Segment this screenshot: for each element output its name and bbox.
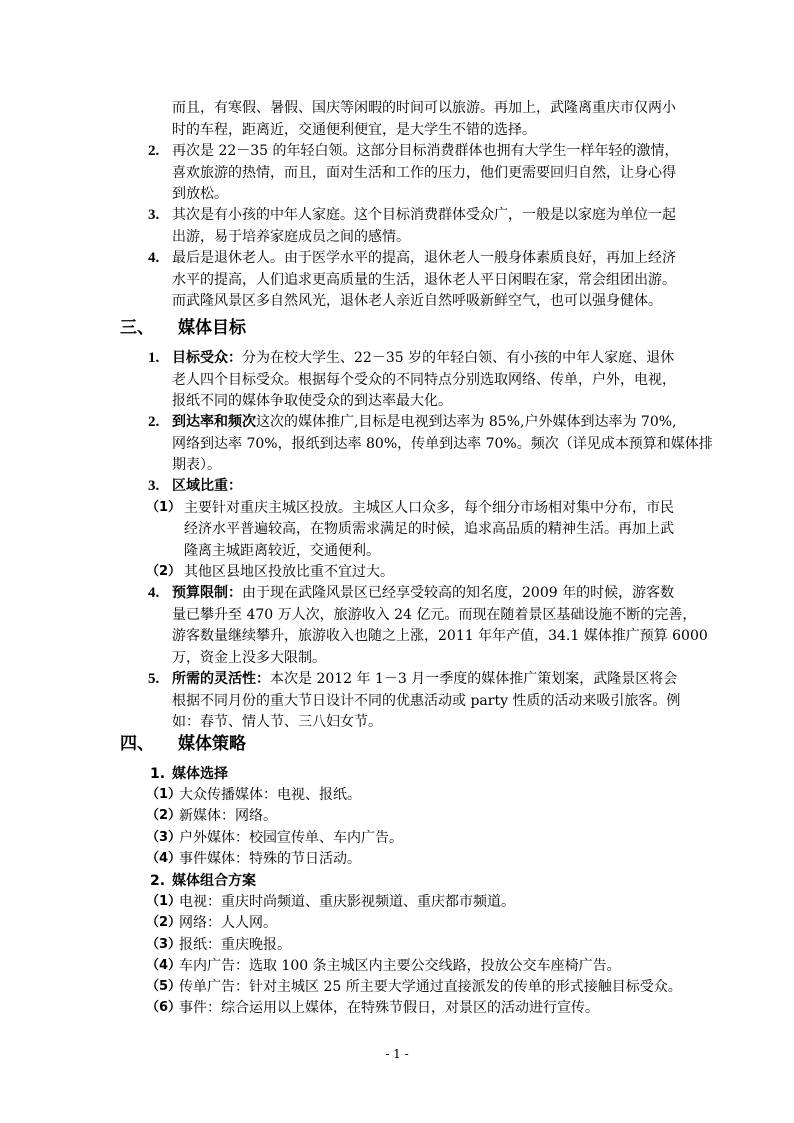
paragraph-line: 根据不同月份的重大节日设计不同的优惠活动或 party 性质的活动来吸引旅客。例 [172,693,681,709]
sub-number: （4） [146,851,182,866]
subsection-title: 媒体组合方案 [172,873,256,889]
section-number: 三、 [120,318,154,338]
paragraph-line: 其次是有小孩的中年人家庭。这个目标消费群体受众广，一般是以家庭为单位一起 [172,207,676,223]
sub-number: （3） [146,830,182,845]
list-item: 大众传播媒体：电视、报纸。 [179,787,361,803]
item-label: 到达率和频次 [172,414,256,430]
list-item: 网络：人人网。 [179,915,277,931]
list-item: 事件：综合运用以上媒体，在特殊节假日，对景区的活动进行宣传。 [179,1000,599,1016]
paragraph-line: 最后是退休老人。由于医学水平的提高，退休老人一般身体素质良好，再加上经济 [172,250,676,266]
paragraph-line: 网络到达率 70%，报纸到达率 80%，传单到达率 70%。频次（详见成本预算和媒体排 [172,436,713,452]
list-number: 4. [148,250,160,266]
sub-number: （3） [146,937,182,952]
sub-number: （6） [146,1000,182,1015]
list-item: 报纸：重庆晚报。 [179,937,291,953]
paragraph-line: 量已攀升至 470 万人次，旅游收入 24 亿元。而现在随着景区基础设施不断的完善， [172,607,697,623]
subsection-title: 媒体选择 [172,766,228,782]
paragraph-line: 主要针对重庆主城区投放。主城区人口众多，每个细分市场相对集中分布，市民 [184,500,674,516]
list-number: 2. [148,414,160,430]
paragraph-line: 时的车程，距离近，交通便利便宜，是大学生不错的选择。 [172,122,536,138]
paragraph-line: 而武隆风景区多自然风光，退休老人亲近自然呼吸新鲜空气，也可以强身健体。 [172,293,662,309]
paragraph-line: 其他区县地区投放比重不宜过大。 [184,564,394,580]
paragraph-line: 而且，有寒假、暑假、国庆等闲暇的时间可以旅游。再加上，武隆离重庆市仅两小 [172,100,676,116]
sub-number: （2） [146,808,182,823]
sub-number: （2） [146,915,182,930]
list-item: 新媒体：网络。 [179,808,277,824]
list-number: 3. [148,207,160,223]
item-label: 目标受众： [172,350,242,366]
item-label: 预算限制： [172,585,242,601]
list-item: 电视：重庆时尚频道、重庆影视频道、重庆都市频道。 [179,894,515,910]
subsection-number: 2. [150,873,166,889]
paragraph-line: 隆离主城距离较近，交通便利。 [184,543,380,559]
section-title: 媒体目标 [178,318,246,338]
paragraph-line: 经济水平普遍较高，在物质需求满足的时候，追求高品质的精神生活。再加上武 [184,521,674,537]
paragraph-line: 所需的灵活性：本次是 2012 年 1－3 月一季度的媒体推广策划案，武隆景区将会 [172,671,678,687]
item-label: 所需的灵活性： [172,671,270,687]
sub-number: （5） [146,979,182,994]
sub-number: （1） [146,894,182,909]
sub-number: （1） [146,500,182,515]
list-item: 事件媒体：特殊的节日活动。 [179,851,361,867]
paragraph-line: 到达率和频次这次的媒体推广,目标是电视到达率为 85%,户外媒体到达率为 70%, [172,414,677,430]
sub-number: （2） [146,564,182,579]
subsection-number: 1. [150,766,166,782]
list-item: 车内广告：选取 100 条主城区内主要公交线路，投放公交车座椅广告。 [179,958,621,974]
paragraph-line: 老人四个目标受众。根据每个受众的不同特点分别选取网络、传单，户外，电视， [172,372,676,388]
page-number: - 1 - [385,1047,409,1061]
paragraph-line: 喜欢旅游的热情，而且，面对生活和工作的压力，他们更需要回归自然，让身心得 [172,165,676,181]
paragraph-line: 目标受众：分为在校大学生、22－35 岁的年轻白领、有小孩的中年人家庭、退休 [172,350,675,366]
sub-number: （4） [146,958,182,973]
paragraph-line: 预算限制：由于现在武隆风景区已经享受较高的知名度，2009 年的时候，游客数 [172,585,675,601]
paragraph-line: 期表）。 [172,457,221,473]
paragraph-line: 万，资金上没多大限制。 [172,650,326,666]
list-item: 传单广告：针对主城区 25 所主要大学通过直接派发的传单的形式接触目标受众。 [179,979,682,995]
item-label: 区域比重： [172,478,242,494]
paragraph-line: 再次是 22－35 的年轻白领。这部分目标消费群体也拥有大学生一样年轻的激情， [172,143,679,159]
section-title: 媒体策略 [178,734,246,754]
section-number: 四、 [120,734,154,754]
list-number: 3. [148,478,160,494]
paragraph-line: 游客数量继续攀升，旅游收入也随之上涨，2011 年年产值，34.1 媒体推广预算 6000 [172,628,708,644]
list-number: 5. [148,671,160,687]
list-item: 户外媒体：校园宣传单、车内广告。 [179,830,403,846]
list-number: 2. [148,143,160,159]
sub-number: （1） [146,787,182,802]
paragraph-line: 水平的提高，人们追求更高质量的生活，退休老人平日闲暇在家，常会组团出游。 [172,272,676,288]
paragraph-line: 出游，易于培养家庭成员之间的感情。 [172,229,410,245]
paragraph-line: 报纸不同的媒体争取使受众的到达率最大化。 [172,393,452,409]
list-number: 4. [148,585,160,601]
paragraph-line: 如：春节、情人节、三八妇女节。 [172,714,382,730]
paragraph-line: 到放松。 [172,186,228,202]
list-number: 1. [148,350,160,366]
